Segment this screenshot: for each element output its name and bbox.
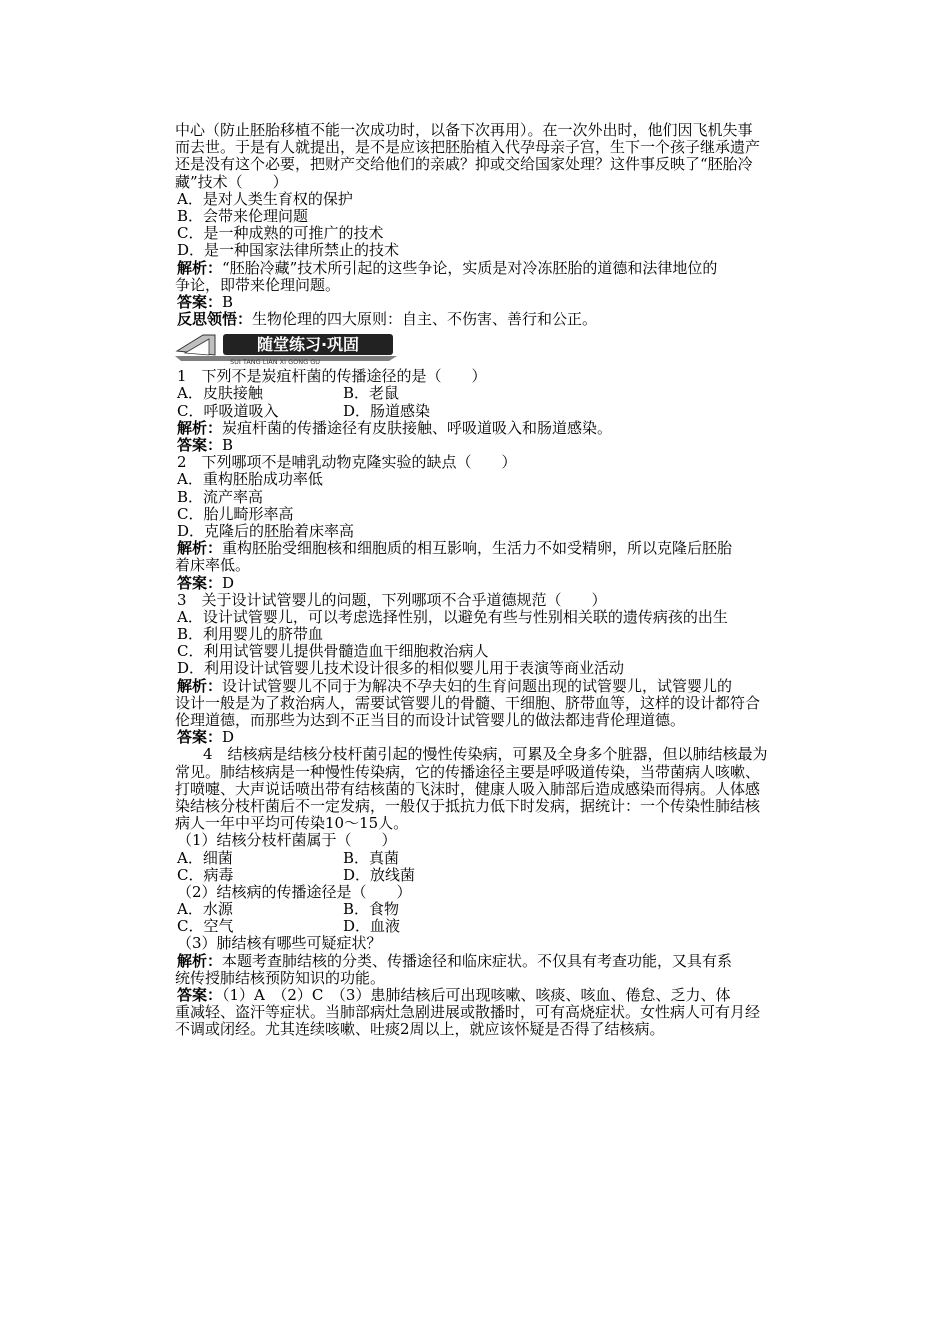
q2-stem: 2 下列哪项不是哺乳动物克隆实验的缺点（ ） [177,453,517,472]
q2-option-d: D．克隆后的胚胎着床率高 [177,521,355,540]
document-body [175,122,815,1039]
q2-option-c: C．胎儿畸形率高 [177,504,294,523]
q3-analysis-cont: 伦理道德，而那些为达到不正当目的而设计试管婴儿的做法都违背伦理道德。 [175,711,686,729]
intro-line: 中心（防止胚胎移植不能一次成功时，以备下次再用）。在一次外出时，他们因飞机失事 [175,121,753,139]
q1-analysis [175,420,815,437]
analysis-label: 解析： [177,539,223,558]
intro-line: 还是没有这个必要，把财产交给他们的亲戚？抑或交给国家处理？这件事反映了“胚胎冷 [175,155,753,174]
reflection-text: 生物伦理的四大原则：自主、不伤害、善行和公正。 [252,310,598,329]
intro-line: 藏”技术（ ） [175,172,288,191]
intro-analysis [175,260,815,277]
answer-text: （1）A （2）C （3）患肺结核后可出现咳嗽、咳痰、咳血、倦怠、乏力、体 [222,986,731,1004]
answer-label: 答案： [177,728,223,747]
q1-answer [175,437,815,454]
analysis-text: “胚胎冷藏”技术所引起的这些争论，实质是对冷冻胚胎的道德和法律地位的 [222,258,718,277]
q4-answer [175,987,815,1004]
answer-label: 答案： [177,292,223,311]
analysis-text: 炭疽杆菌的传播途径有皮肤接触、呼吸道吸入和肠道感染。 [222,418,613,437]
q3-option-a: A．设计试管婴儿，可以考虑选择性别，以避免有些与性别相关联的遗传病孩的出生 [177,607,728,626]
q4-stem-line: 打喷嚏、大声说话喷出带有结核菌的飞沫时，健康人吸入肺部后造成感染而得病。人体感 [175,779,761,798]
q1-options-row [175,403,815,420]
q4-sub1-option-a: A．细菌 [177,848,233,867]
q4-sub1-option-c: C．病毒 [177,865,234,884]
q4-sub2-option-b: B．食物 [343,900,400,919]
q1-option-a: A．皮肤接触 [177,384,263,403]
q3-option-d: D．利用设计试管婴儿技术设计很多的相似婴儿用于表演等商业活动 [177,659,625,678]
q4-sub1-stem: （1）结核分枝杆菌属于（ ） [177,831,397,850]
q4-stem-line: 4 结核病是结核分枝杆菌引起的慢性传染病，可累及全身多个脏器，但以肺结核最为 [203,745,768,764]
analysis-label: 解析： [177,951,223,970]
q3-analysis [175,678,815,695]
banner-title: 随堂练习·巩固 [256,335,360,355]
q2-analysis-cont: 着床率低。 [175,556,251,575]
intro-option-a: A．是对人类生育权的保护 [177,189,353,208]
q4-answer-cont: 重减轻、盗汗等症状。当肺部病灶急剧进展或散播时，可有高烧症状。女性病人可有月经 [175,1003,761,1022]
banner-subtitle: SUI TANG LIAN XI GONG GU [229,358,321,366]
intro-answer [175,294,815,311]
reflection-label: 反思领悟： [177,310,253,329]
q3-option-b: B．利用婴儿的脐带血 [177,625,324,644]
answer-label: 答案： [177,986,223,1004]
analysis-label: 解析： [177,676,223,695]
q4-sub2-options-row [175,901,815,918]
analysis-text: 重构胚胎受细胞核和细胞质的相互影响，生活力不如受精卵，所以克隆后胚胎 [222,539,733,558]
q3-answer [175,729,815,746]
intro-option-d: D．是一种国家法律所禁止的技术 [177,241,400,260]
q1-option-b: B．老鼠 [343,384,400,403]
answer-value: B [222,292,234,311]
q4-stem-line: 染结核分枝杆菌后不一定发病，一般仅于抵抗力低下时发病，据统计：一个传染性肺结核 [175,796,761,815]
intro-option-b: B．会带来伦理问题 [177,206,309,225]
q2-analysis [175,540,815,557]
intro-line: 而去世。于是有人就提出，是不是应该把胚胎植入代孕母亲子宫，生下一个孩子继承遗产 [175,138,761,157]
q4-sub1-option-d: D．放线菌 [343,865,416,884]
answer-label: 答案： [177,573,223,592]
intro-analysis-cont: 争论，即带来伦理问题。 [175,275,341,294]
answer-value: D [222,573,235,592]
q4-sub1-option-b: B．真菌 [343,848,400,867]
q1-options-row [175,385,815,402]
q3-analysis-cont: 设计一般是为了救治病人，需要试管婴儿的骨髓、干细胞、脐带血等，这样的设计都符合 [175,693,761,712]
q2-answer [175,575,815,592]
q3-option-c: C．利用试管婴儿提供骨髓造血干细胞救治病人 [177,642,489,661]
analysis-label: 解析： [177,418,223,437]
q4-sub1-options-row [175,867,815,884]
analysis-text: 设计试管婴儿不同于为解决不孕夫妇的生育问题出现的试管婴儿，试管婴儿的 [222,676,733,695]
answer-value: D [222,728,235,747]
q4-answer-cont: 不调或闭经。尤其连续咳嗽、吐痰2周以上，就应该怀疑是否得了结核病。 [175,1020,665,1039]
analysis-text: 本题考查肺结核的分类、传播途径和临床症状。不仅具有考查功能，又具有系 [222,951,733,970]
banner-graphic [175,331,405,365]
q3-stem: 3 关于设计试管婴儿的问题，下列哪项不合乎道德规范（ ） [177,590,607,609]
q1-stem: 1 下列不是炭疽杆菌的传播途径的是（ ） [177,367,487,386]
answer-label: 答案： [177,436,223,454]
q4-stem-line: 病人一年中平均可传染10～15人。 [175,814,409,833]
q1-option-c: C．呼吸道吸入 [177,401,279,420]
analysis-label: 解析： [177,258,223,277]
intro-option-c: C．是一种成熟的可推广的技术 [177,224,384,243]
q1-option-d: D．肠道感染 [343,401,431,420]
q4-sub2-options-row [175,918,815,935]
q2-option-a: A．重构胚胎成功率低 [177,470,323,489]
q4-sub3-stem: （3）肺结核有哪些可疑症状？ [177,934,382,953]
q2-option-b: B．流产率高 [177,487,264,506]
answer-value: B [222,436,234,454]
section-banner [175,331,815,365]
q4-sub2-stem: （2）结核病的传播途径是（ ） [177,882,412,901]
q4-analysis [175,953,815,970]
q4-sub1-options-row [175,850,815,867]
q4-sub2-option-c: C．空气 [177,917,234,936]
intro-reflection [175,311,815,328]
q4-stem-line: 常见。肺结核病是一种慢性传染病，它的传播途径主要是呼吸道传染，当带菌病人咳嗽、 [175,762,761,781]
q4-sub2-option-a: A．水源 [177,900,233,919]
q4-sub2-option-d: D．血液 [343,917,401,936]
q4-analysis-cont: 统传授肺结核预防知识的功能。 [175,968,386,987]
